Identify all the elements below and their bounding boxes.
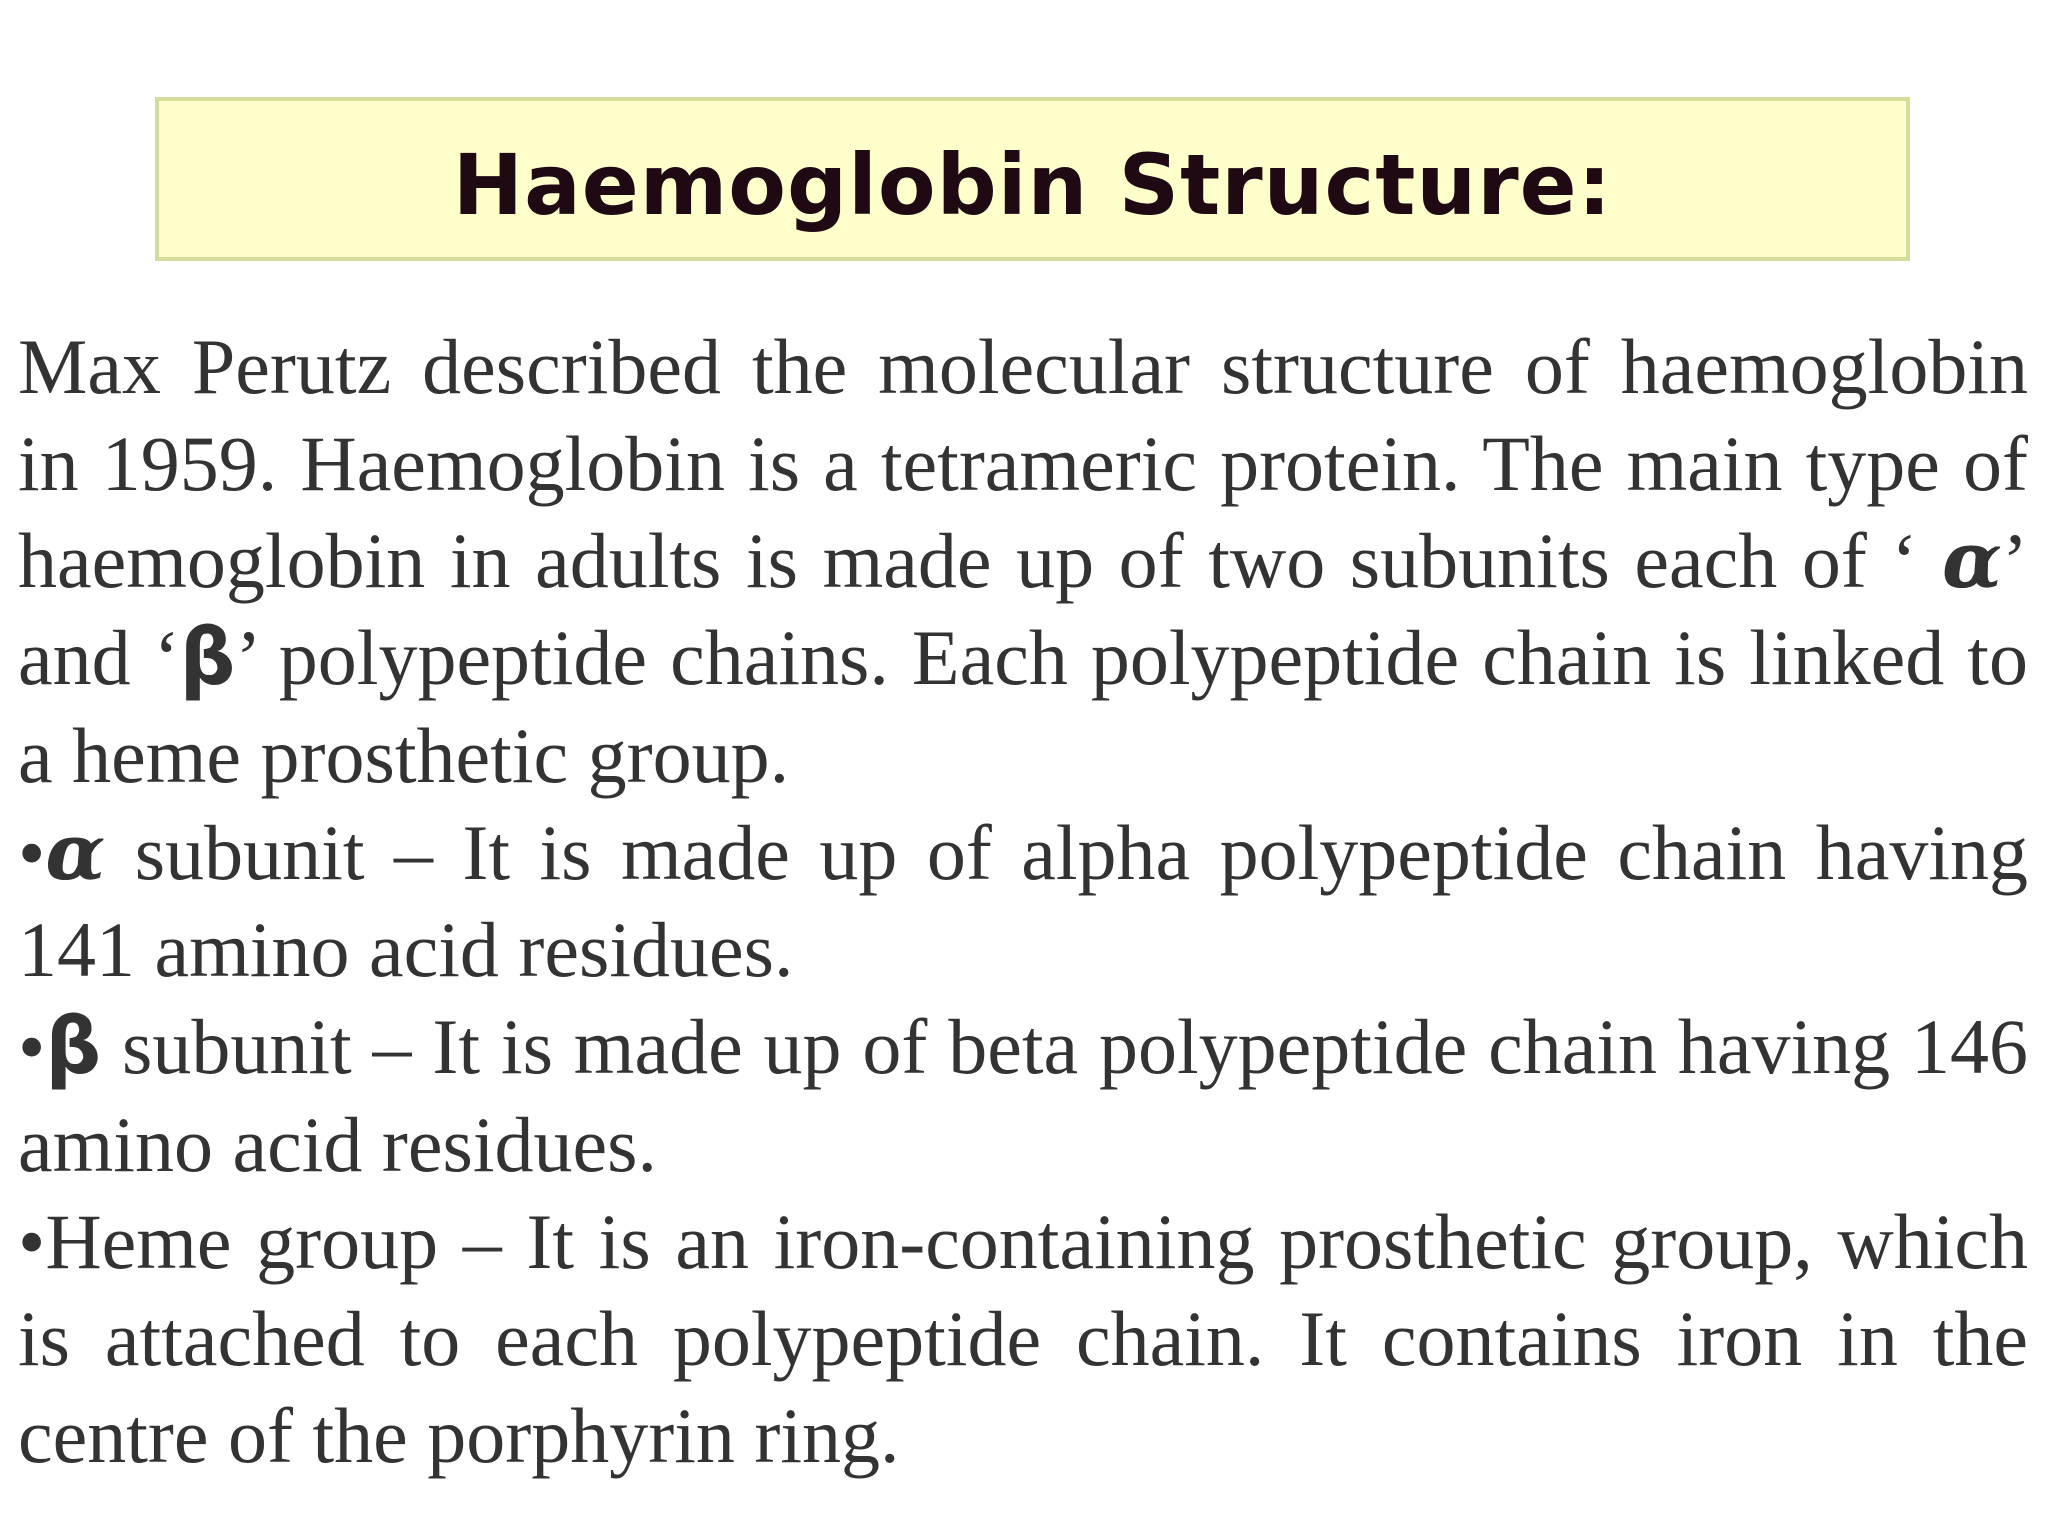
- beta-symbol: β: [179, 613, 236, 703]
- bullet-heme-group: [18, 1193, 2028, 1484]
- alpha-symbol: α: [45, 807, 106, 898]
- alpha-symbol: α: [1941, 515, 2003, 606]
- intro-text-1: Max Perutz described the molecular structure of haemoglobin in 1959. Haemoglobin is a tetrameric protein. The main type of haemoglobin in adults is made up of two subunits each of ‘: [18, 323, 2028, 604]
- bullet-marker: •: [18, 1198, 46, 1285]
- bullet-text: subunit – It is made up of beta polypeptide chain having 146 amino acid residues.: [18, 1003, 2028, 1188]
- bullet-alpha-subunit: [18, 804, 2028, 998]
- slide-title: Haemoglobin Structure:: [452, 136, 1613, 234]
- intro-paragraph: [18, 318, 2028, 804]
- bullet-marker: •: [18, 809, 46, 896]
- bullet-text: subunit – It is made up of alpha polypeptide chain having 141 amino acid residues.: [18, 809, 2028, 993]
- title-box: [155, 97, 1910, 261]
- intro-text-2: ’ and ‘: [18, 517, 2028, 701]
- slide-body: [18, 318, 2028, 1484]
- bullet-marker: •: [18, 1003, 46, 1090]
- beta-symbol: β: [45, 1002, 102, 1092]
- bullet-text: Heme group – It is an iron-containing prosthetic group, which is attached to each polypeptide chain. It contains iron in the centre of the porphyrin ring.: [18, 1198, 2028, 1479]
- intro-text-3: ’ polypeptide chains. Each polypeptide chain is linked to a heme prosthetic group.: [18, 614, 2028, 799]
- bullet-beta-subunit: [18, 998, 2028, 1193]
